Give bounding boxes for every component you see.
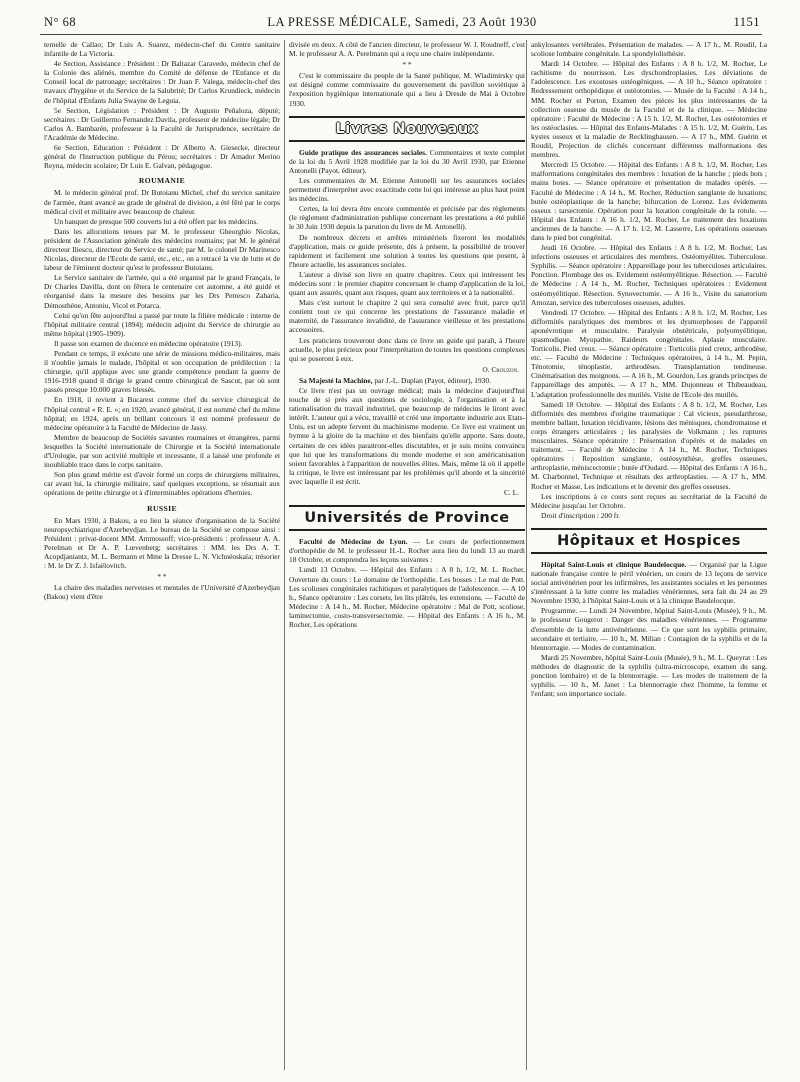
paragraph: Droit d'inscription : 200 fr.	[541, 510, 621, 520]
publication-title: LA PRESSE MÉDICALE, Samedi, 23 Août 1930	[267, 15, 537, 29]
faculty-text: — Le cours de perfectionnement d'orthopédie de M. le professeur H.-L. Rocher aura lieu du lundi 13 au mardi 18 Octobre, et comprendra les leçons suivantes :	[289, 537, 525, 565]
paragraph: Mais c'est surtout le chapitre 2 qui sera consulté avec fruit, parce qu'il contient tout ce qui concerne les prestations de l'assurance maladie et maternité, de l'assurance invalidité, de l'assurance vieillesse et les prestations accessoires.	[289, 298, 525, 335]
paragraph: Lundi 13 Octobre. — Hôpital des Enfants : A 8 h, 1/2, M. L. Rocher, Ouverture du cours : Le domaine de l'orthopédie. Les bosses : Le mal de Pott. Les scolioses congénitales rachitiques et paralytiques de l'adolescence. — A 10 h., Séance opératoire : Les corsets, les lits plâtrés, les extensions. — Faculté de Médecine : A 14 h., M. Rocher, Médecine opératoire : Mal de Pott, scoliose, laminectomie, costo-transversectomie. — Hôpital des Enfants : A 16 h., M. Rocher, Les opérations	[289, 565, 525, 629]
paragraph: Membre de beaucoup de Sociétés savantes roumaines et étrangères, parmi lesquelles la Société internationale de Chirurgie et la Société internationale d'Urologie, par son activité multiple et incessante, il a laissé une profonde et inoubliable trace dans le corps sanitaire.	[44, 432, 280, 470]
paragraph: Mardi 14 Octobre. — Hôpital des Enfants : A 8 h. 1/2, M. Rocher, Le rachitisme du nourrisson. Les dyschondroplasies. Les déviations de l'adolescence. Les exostoses ostéogéniques. — A 10 h., Séance opératoire : Redressement orthopédique et ostéotomies. — Musée de la Faculté : A 14 h., MM. Rocher et Porton, Examen des pièces les plus intéressantes de la collection osseuse du musée de la Faculté et de la clinique. — Médecine opératoire : Faculté de Médecine : A 15 h. 1/2, M. Rocher, Les ostéotomies et les ostéoclasies. — Hôpital des Enfants-Malades : A 15 h. 1/2, M. Guérin, Les kystes osseux et la maladie de Recklinghausen. — A 17 h., MM. Guérin et Roudil, Projection de clichés concernant différentes malformations des membres.	[531, 59, 767, 160]
book-title: Sa Majesté la Machine,	[299, 375, 373, 385]
section-heading-russia: RUSSIE	[147, 503, 177, 513]
paragraph: 5e Section, Législation : Président : Dr Augusto Peñaloza, député; secrétaires : Dr Guillermo Fernandez Davila, professeur de médecine légale; Dr Carlos A. Bambarén, professeur à la Faculté de Jurisprudence, secrétaire de l'Académie de Médecine.	[44, 105, 280, 142]
paragraph: 4e Section, Assistance : Président : Dr Baltazar Caravedo, médecin chef de la Colonie des aliénés, membre du Comité de défense de l'Enfance et du Conseil local de patronage; secrétaires : Dr Juan F. Valega, médecin-chef des travaux d'hygiène et du Service de la Salubrité; Dr Carlos Krundieck, médecin de l'hôpital d'Enfants Julia Swayne de Leguia.	[44, 59, 280, 105]
paragraph: Les inscriptions à ce cours sont reçues au secrétariat de la Faculté de Médecine jusqu'au 1er Octobre.	[531, 491, 767, 510]
paragraph: divisée en deux. A côté de l'ancien directeur, le professeur W. J. Roudneff, c'est M. le professeur A. A. Perelmann qui a reçu une chaire indépendante.	[289, 40, 525, 59]
review-signature: O. Crouzon.	[482, 364, 519, 374]
section-title-universites: Universités de Province	[289, 505, 525, 531]
paragraph: Dans les allocutions tenues par M. le professeur Gheorghio Nicolas, président de l'Association générale des médecins roumains; par M. le général directeur Iliescu, directeur du Service de santé; par M. le colonel Dr Marinesco Nicolas, directeur de l'Ecole de santé, etc., etc., on a retracé la vie de lutte et de labeur de l'éminent docteur qu'est le professeur Butoianu.	[44, 226, 280, 273]
book-title: Guide pratique des assurances sociales.	[299, 147, 427, 157]
separator-stars: * *	[157, 572, 167, 582]
paragraph: Le Service sanitaire de l'armée, qui a été organisé par le grand Français, le Dr Charles Davilla, dont on fêtera le centenaire cet automne, a été guidé et réorganisé dans la mesure des besoins par les Drs Petresco Zaharia, Démosthène, Antoniu, Vicol et Potarca.	[44, 273, 280, 310]
hospital-text: — Organisé par la Ligue nationale française contre le péril vénérien, un cours de 13 leçons de service social antivénérien pour les infirmières, les assistantes sociales et les personnes s'intéressant à la lutte contre les maladies vénériennes, sera fait du 24 au 29 Novembre 1930, à l'hôpital Saint-Louis et à la clinique Baudelocque.	[531, 559, 767, 606]
paragraph: ternelle de Callao; Dr Luis A. Suarez, médecin-chef du Centre sanitaire infantile de La Victoria.	[44, 40, 280, 59]
book-entry	[289, 148, 525, 175]
paragraph: Celui qu'on fête aujourd'hui a passé par toute la filière médicale : interne de l'hôpital militaire central (1894); médecin adjoint du Service de chirurgie au même hôpital (1905-1909).	[44, 310, 280, 338]
paragraph: L'auteur a divisé son livre en quatre chapitres. Ceux qui intéressent les médecins sont : le premier chapitre concernant le champ d'application de la loi, quant aux assurés, quant aux risques, quant aux territoires et à la nationalité.	[289, 269, 525, 298]
paragraph: M. le médecin général prof. Dr Butoianu Michel, chef du service sanitaire de l'armée, étant avancé au grade de général de division, a été fêté par le corps médical civil et militaire avec beaucoup de chaleur.	[44, 188, 280, 216]
column-2	[289, 40, 525, 1070]
paragraph: En Mars 1930, à Bakou, a eu lieu la séance d'organisation de la Société neuropsychiatrique d'Azerbeydjan. Le bureau de la Société se compose ainsi : Président : privat-docent MM. Ammossoff; vice-présidents : professeur A. A. Perelman et Dr A. P. Lœvenberg; secrétaires : MM. les Drs A. T. Acopdjaniantz, M. L. Bermann et Mme la Dresse L. N. Vichnéoskaïa; trésorier : M. le Dr Z. J. Isfaëlovitch.	[44, 515, 280, 571]
paragraph: Mardi 25 Novembre, hôpital Saint-Louis (Musée), 9 h., M. L. Queyrat : Les méthodes de diagnostic de la syphilis (ultra-microscope, examen du sang, ponction lombaire) et de la blennorragie. — Les modes de traitement de la syphilis. — 10 h., M. Janet : La blennorragie chez l'homme, la femme et l'enfant; son importance sociale.	[531, 652, 767, 699]
review-signature: C. L.	[504, 488, 519, 498]
paragraph: Certes, la loi devra être encore commentée et précisée par des règlements (le règlement d'administration publique concernant les prestations a été publié le 30 Juin 1930 depuis la parution du livre de M. Antonelli).	[289, 204, 525, 232]
paragraph: Mercredi 15 Octobre. — Hôpital des Enfants : A 8 h. 1/2, M. Rocher, Les malformations congénitales des membres : luxation de la hanche ; pieds bots ; mains botes. — Séance opératoire et présentation de malades opérés. — Faculté de Médecine : A 14 h., M. Rocher, Réduction sanglante de luxations; butée ostéoplastique de la hanche; bifurcation de Lorenz. Les évidements osseux : tarsectomie. Opération pour la luxation congénitale de la rotule. — Hôpital des Enfants : A 16 h. 1/2, M. Rocher, Le traitement des luxations anciennes de la hanche. — A 17 h. 1/2, M. Lasserre, Les opérations osseuses dans le pied bot congénital.	[531, 160, 767, 242]
header-rule	[40, 34, 762, 35]
book-details: par J.-L. Duplan (Payot, éditeur), 1930.	[374, 375, 491, 385]
page-header	[44, 15, 760, 31]
paragraph: Jeudi 16 Octobre. — Hôpital des Enfants : A 8 h. 1/2, M. Rocher, Les infections osseuses et articulaires des membres. Ostéomyélites. Tuberculose. Syphilis. — Séance opératoire : Appareillage pour les tuberculoses articulaires. Ponction. Plombage des os. Evidement ostéomyélitique. Résection. — Faculté de Médecine : A 14 h., M. Rocher, Techniques opératoires : Evidement ostéomyélitique. Résection. Synovectomie. — A 16 h., Visite du sanatorium Arnozan, service des tuberculoses osseuses, adultes.	[531, 243, 767, 307]
column-divider	[526, 40, 527, 1070]
book-details: Commentaires et texte complet de la loi du 5 Avril 1928 modifiée par la loi du 30 Avril 1930, par Etienne Antonelli (Payot, éditeur).	[289, 147, 525, 175]
page-number: 1151	[733, 15, 760, 29]
paragraph: C'est le commissaire du peuple de la Santé publique, M. Wladimirsky qui est désigné comme commissaire du gouvernement du pavillon soviétique à l'exposition hygiénique internationale qui a lieu à Dresde de Mai à Octobre 1930.	[289, 71, 525, 108]
paragraph: En 1918, il revient à Bucarest comme chef du service chirurgical de l'hôpital central « R. E. »; en 1920, avancé général, il est nommé chef du même hôpital; en 1924, après un brillant concours il est nommé professeur de médecine opératoire à la Faculté de Médecine de Jassy.	[44, 395, 280, 432]
faculty-title: Faculté de Médecine de Lyon.	[299, 537, 408, 547]
column-3	[531, 40, 767, 1070]
section-title-hopitaux: Hôpitaux et Hospices	[531, 528, 767, 554]
paragraph: Pendant ce temps, il exécute une série de missions médico-militaires, mais il n'oublie jamais le malade, l'hôpital et son occupation de prédilection : la chirurgie, qu'il applique avec une grande compétence pendant la guerre de 1916-1918 quand il dirige le grand centre chirurgical de Sascut, par où sont passés presque 10.000 graves blessés.	[44, 349, 280, 395]
hospital-title: Hôpital Saint-Louis et clinique Baudelocque.	[541, 559, 687, 569]
paragraph: Les commentaires de M. Etienne Antonelli sur les assurances sociales permettent d'interpréter avec exactitude cette loi qui intéresse au plus haut point les médecins.	[289, 175, 525, 204]
faculty-entry	[289, 537, 525, 564]
paragraph: Ce livre n'est pas un ouvrage médical; mais la médecine d'aujourd'hui touche de si près aux questions de sociologie, à l'organisation et à la rationalisation du travail industriel, que beaucoup de médecins le liront avec intérêt. L'auteur qui a vécu, travaillé et créé une importante industrie aux Etats-Unis, est un adepte fervent du machinisme moderne. Ce livre est vraiment un hymne à la gloire de la machine et des bienfaits qu'elle apporte. Sans doute, certaines de ces idées paraitront-elles discutables, et je suis moins convaincu que lui que les transformations du monde moderne et son américanisation soient favorables à l'apparition de nouvelles élites. Mais, même là où il appelle la critique, le livre est intéressant par les problèmes qu'il aborde et la sincérité avec laquelle il est écrit.	[289, 386, 525, 486]
section-heading-romania: ROUMANIE	[138, 176, 186, 186]
column-1	[44, 40, 280, 1070]
paragraph: 6e Section, Education : Président : Dr Alberto A. Giesecke, directeur général de l'Instruction publique du Pérou; secrétaires : Dr Amador Merino Reyna, médecin scolaire; Dr Luis E. Galvan, pédagogue.	[44, 143, 280, 171]
book-entry	[289, 376, 525, 385]
paragraph: Samedi 18 Octobre. — Hôpital des Enfants : A 8 h. 1/2, M. Rocher, Les difformités des membres d'origine traumatique : Cal vicieux, pseudarthrose, membre ballant, luxation récidivante, lésions des ménisques, chondromatose et corps étrangers articulaires ; les paralysies de Volkmann ; les ruptures musculaires. Séance opératoire : Présentation d'opérés et de malades en traitement. — Faculté de Médecine : A 14 h., M. Rocher, Techniques opératoires : Reposition sanglante, ostéosynthèse, greffes osseuses, arthroplastie, méniscectomie ; butée d'Oudard. — Hôpital des Enfants : A 16 h., M. Charbonnel, Technique et résultats des arthroplasties. — A 17 h., MM. Rocher et Masse, Les indications et le devenir des greffes osseuses.	[531, 399, 767, 491]
section-title-livres-nouveaux: Livres Nouveaux	[289, 116, 525, 142]
hospital-entry	[531, 560, 767, 605]
paragraph: Vendredi 17 Octobre. — Hôpital des Enfants : A 8 h. 1/2, M. Rocher, Les difformités paralytiques des membres et les dysmorphoses de l'appareil aponévrotique et musculaire. Paralysie obstétricale, polyomyélitique, spasmodique. Myopathie. Raideurs congénitales. Aplasie musculaire. Torticolis. Pied creux. — Séance opératoire : Torticolis pied creux, arthrodèse, etc. — Faculté de Médecine : Techniques opératoires, à 14 h., M. Pepin, Ténotomie, ténoplastie, arthrodèses. Transplantation tendineuse. Cinématisation des moignons. — A 16 h., M. Gourdon, Les grands principes de l'appareillage des amputés. — A 17 h., MM. Dujonneau et Thibeaudeau, L'adaptation professionnelle des mutilés. Visite de l'Ecole des mutilés.	[531, 307, 767, 399]
paragraph: Son plus grand mérite est d'avoir formé un corps de chirurgiens militaires, car avant lui, la chirurgie militaire, sauf quelques exceptions, se résumait aux opérations de petite chirurgie et à d'interminables opérations d'hernies.	[44, 470, 280, 498]
paragraph: De nombreux décrets et arrêtés ministériels fixeront les modalités d'application, mais ce guide présente, dès à présent, la possibilité de trouver rapidement et facilement une solution à toutes les questions que posent, à l'heure actuelle, les assurances sociales.	[289, 232, 525, 269]
column-divider	[284, 40, 285, 1070]
paragraph: La chaire des maladies nerveuses et mentales de l'Université d'Azerbeydjan (Bakou) vient d'être	[44, 583, 280, 602]
paragraph: Les praticiens trouveront donc dans ce livre un guide qui paraît, à l'heure actuelle, le plus précieux pour l'interprétation de toutes les questions complexes qui se poseront à eux.	[289, 335, 525, 363]
paragraph: Un banquet de presque 500 couverts lui a été offert par les médecins.	[54, 216, 259, 226]
paragraph: Programme. — Lundi 24 Novembre, hôpital Saint-Louis (Musée), 9 h., M. le professeur Gougerot : Danger des maladies vénériennes. — Programme d'ensemble de la lutte antivénérienne. — Ce que sont les syphilis primaire, secondaire et tertiaire. — 10 h., M. Milian : Contagion de la syphilis et de la blennorragie. — Modes de contamination.	[531, 606, 767, 652]
issue-number: N° 68	[44, 15, 77, 29]
paragraph: ankylosantes vertébrales. Présentation de malades. — A 17 h., M. Roudil, La scoliose lombaire congénitale. La spondylolisthésie.	[531, 40, 767, 59]
paragraph: Il passe son examen de docence en médecine opératoire (1913).	[54, 338, 243, 348]
separator-stars: * *	[402, 60, 412, 70]
